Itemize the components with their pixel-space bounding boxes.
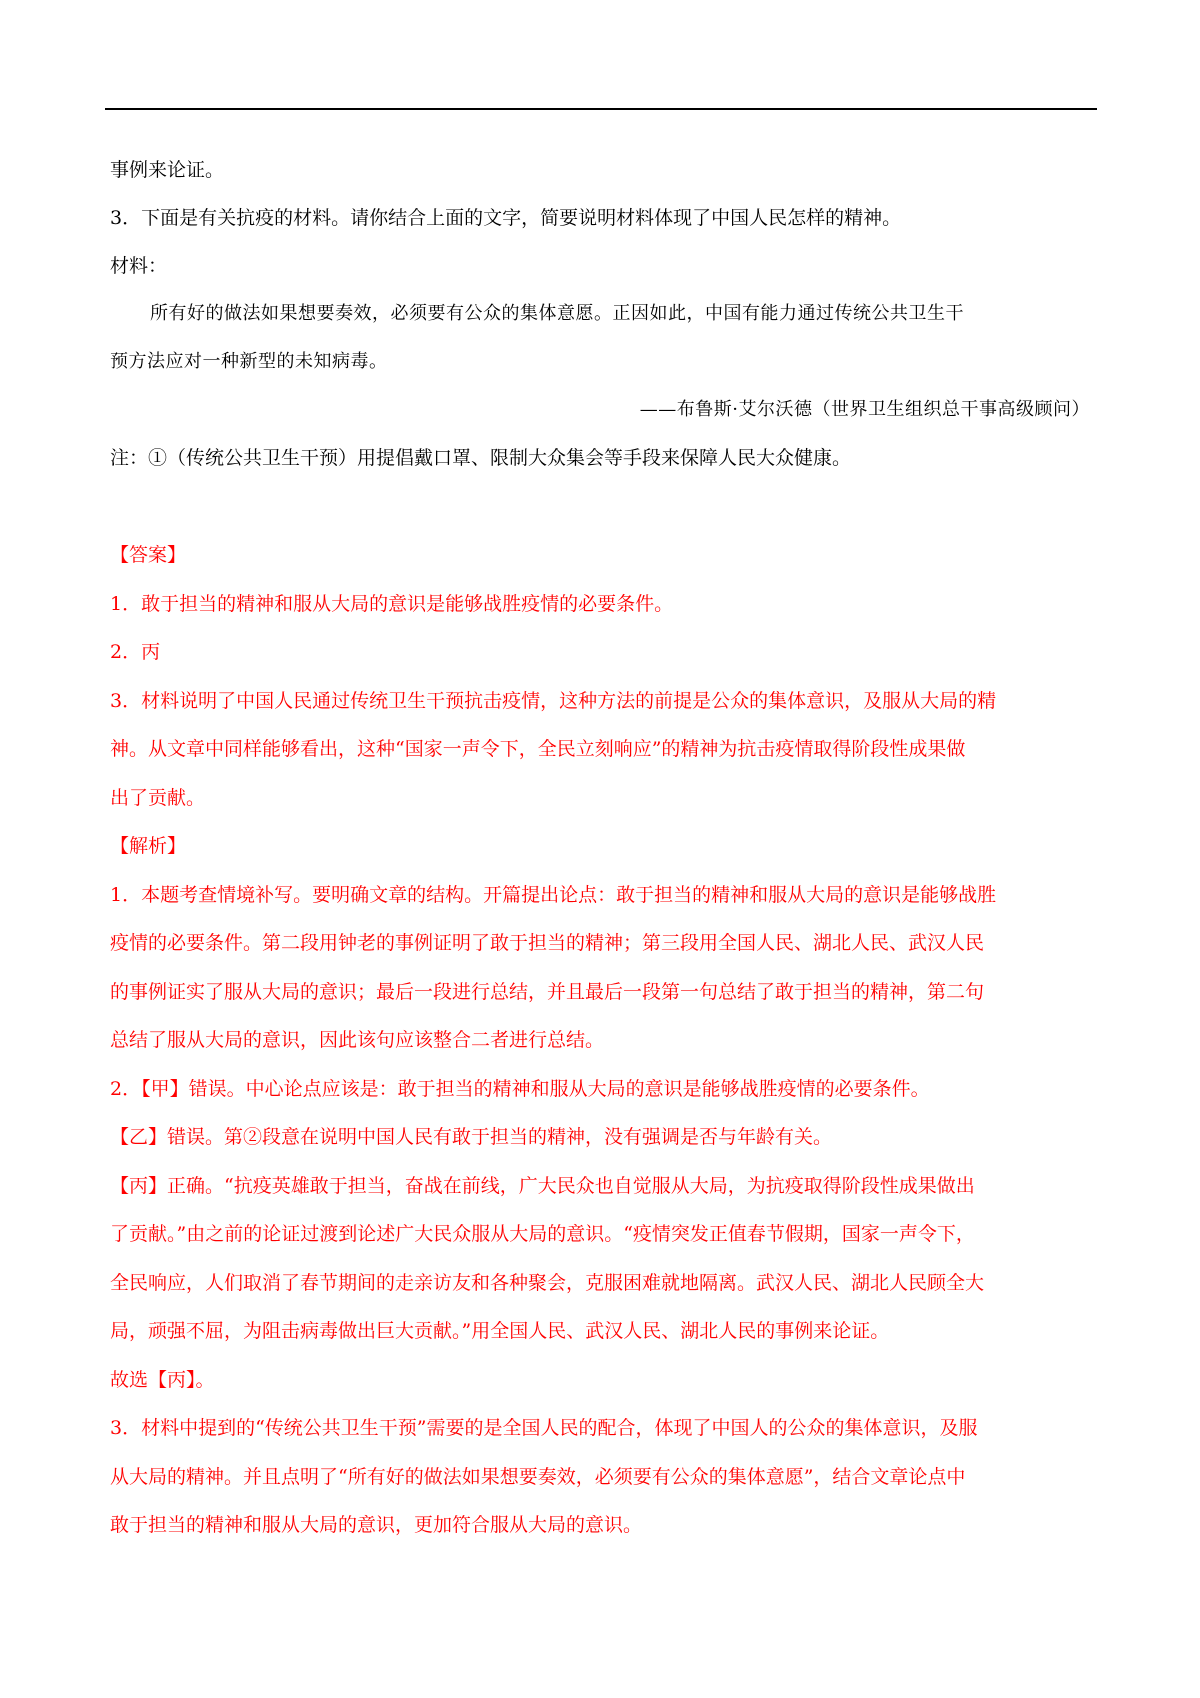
- analysis-line: 局，顽强不屈，为阻击病毒做出巨大贡献。”用全国人民、武汉人民、湖北人民的事例来论证。: [110, 1320, 890, 1342]
- material-attribution: ——布鲁斯·艾尔沃德（世界卫生组织总干事高级顾问）: [639, 399, 1090, 420]
- header-rule: [105, 108, 1097, 110]
- analysis-line: 2．【甲】错误。中心论点应该是：敢于担当的精神和服从大局的意识是能够战胜疫情的必要条件。: [110, 1078, 930, 1100]
- answer-heading: 【答案】: [110, 544, 187, 566]
- analysis-line: 【乙】错误。第②段意在说明中国人民有敢于担当的精神，没有强调是否与年龄有关。: [110, 1126, 833, 1148]
- answer-line: 出了贡献。: [110, 787, 206, 809]
- answer-line: 2．丙: [110, 641, 161, 663]
- analysis-line: 3．材料中提到的“传统公共卫生干预”需要的是全国人民的配合，体现了中国人的公众的集体意识，及服: [110, 1417, 978, 1439]
- analysis-line: 从大局的精神。并且点明了“所有好的做法如果想要奏效，必须要有公众的集体意愿”，结合文章论点中: [110, 1466, 966, 1488]
- material-note: 注：①（传统公共卫生干预）用提倡戴口罩、限制大众集会等手段来保障人民大众健康。: [110, 447, 852, 469]
- material-quote-line: 预方法应对一种新型的未知病毒。: [110, 351, 388, 372]
- answer-line: 3．材料说明了中国人民通过传统卫生干预抗击疫情，这种方法的前提是公众的集体意识，及服从大局的精: [110, 690, 997, 712]
- analysis-line: 故选【丙】。: [110, 1369, 215, 1391]
- question-continuation: 事例来论证。: [110, 159, 225, 181]
- answer-line: 1．敢于担当的精神和服从大局的意识是能够战胜疫情的必要条件。: [110, 593, 674, 615]
- analysis-line: 1．本题考查情境补写。要明确文章的结构。开篇提出论点：敢于担当的精神和服从大局的意识是能够战胜: [110, 884, 997, 906]
- analysis-line: 【丙】正确。“抗疫英雄敢于担当，奋战在前线，广大民众也自觉服从大局，为抗疫取得阶段性成果做出: [110, 1175, 975, 1197]
- analysis-line: 总结了服从大局的意识，因此该句应该整合二者进行总结。: [110, 1029, 605, 1051]
- analysis-line: 的事例证实了服从大局的意识；最后一段进行总结，并且最后一段第一句总结了敢于担当的精神，第二句: [110, 981, 985, 1003]
- material-label: 材料：: [110, 255, 168, 277]
- analysis-heading: 【解析】: [110, 835, 187, 857]
- analysis-line: 了贡献。”由之前的论证过渡到论述广大民众服从大局的意识。“疫情突发正值春节假期，国家一声令下，: [110, 1223, 975, 1245]
- analysis-line: 敢于担当的精神和服从大局的意识，更加符合服从大局的意识。: [110, 1514, 643, 1536]
- analysis-line: 全民响应，人们取消了春节期间的走亲访友和各种聚会，克服困难就地隔离。武汉人民、湖北人民顾全大: [110, 1272, 985, 1294]
- answer-line: 神。从文章中同样能够看出，这种“国家一声令下，全民立刻响应”的精神为抗击疫情取得阶段性成果做: [110, 738, 966, 760]
- question-3: 3．下面是有关抗疫的材料。请你结合上面的文字，简要说明材料体现了中国人民怎样的精神。: [110, 207, 902, 229]
- material-quote-line: 所有好的做法如果想要奏效，必须要有公众的集体意愿。正因如此，中国有能力通过传统公共卫生干: [150, 303, 964, 324]
- analysis-line: 疫情的必要条件。第二段用钟老的事例证明了敢于担当的精神；第三段用全国人民、湖北人民、武汉人民: [110, 932, 985, 954]
